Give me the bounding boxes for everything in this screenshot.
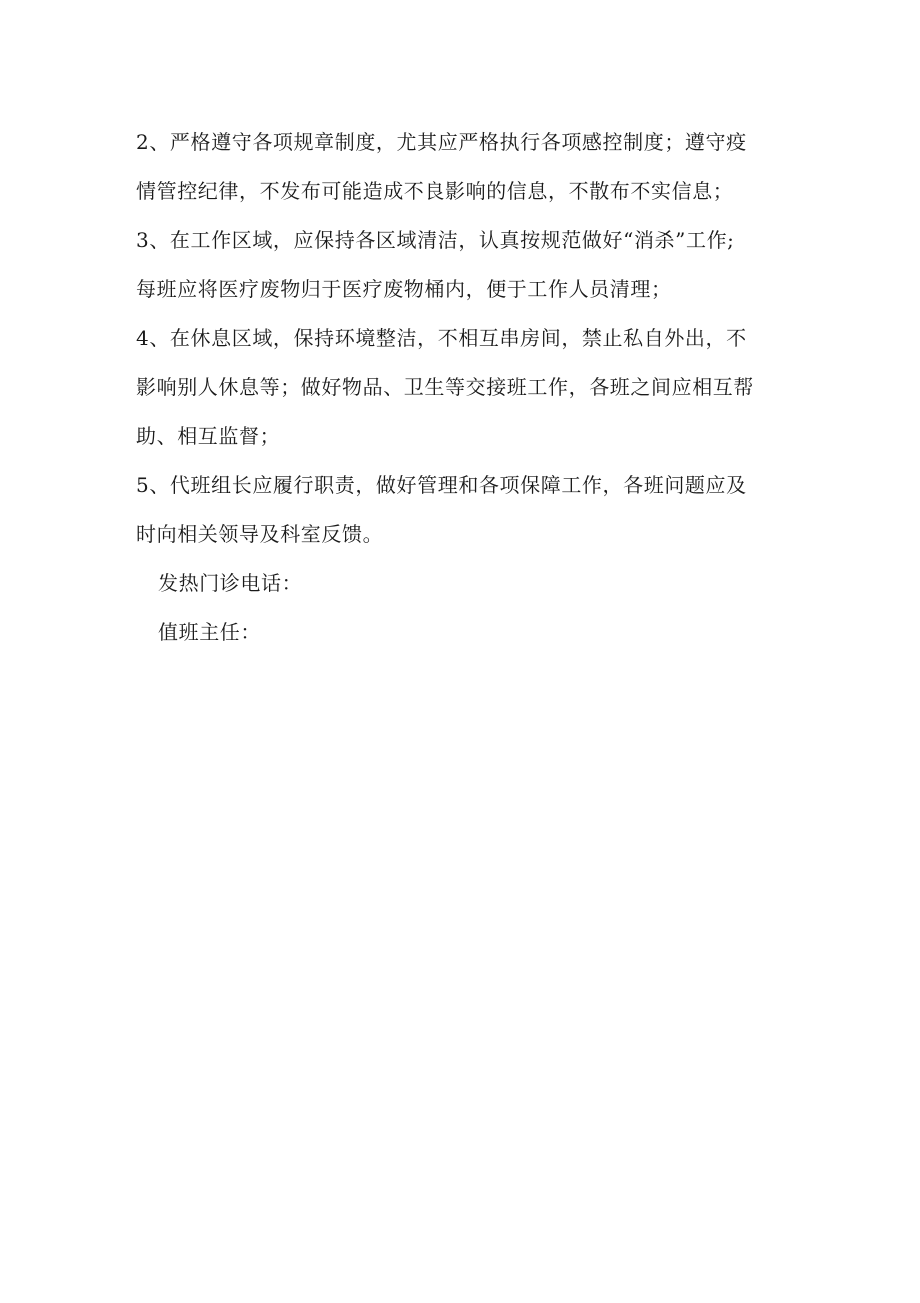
text-line: 5、代班组长应履行职责，做好管理和各项保障工作，各班问题应及: [136, 473, 747, 497]
text-line: 3、在工作区域，应保持各区域清洁，认真按规范做好“消杀”工作;: [136, 228, 735, 252]
document-body: [136, 118, 754, 657]
text-line: 时向相关领导及科室反馈。: [136, 522, 384, 546]
text-line: 助、相互监督；: [136, 424, 281, 448]
fever-clinic-phone-label: 发热门诊电话：: [158, 571, 303, 595]
text-line: 每班应将医疗废物归于医疗废物桶内，便于工作人员清理；: [136, 277, 672, 301]
duty-director-label: 值班主任：: [158, 620, 261, 644]
text-line: 4、在休息区域，保持环境整洁，不相互串房间，禁止私自外出，不: [136, 326, 747, 350]
text-line: 2、严格遵守各项规章制度，尤其应严格执行各项感控制度；遵守疫: [136, 130, 747, 154]
text-line: 影响别人休息等；做好物品、卫生等交接班工作，各班之间应相互帮: [136, 375, 754, 399]
text-line: 情管控纪律，不发布可能造成不良影响的信息，不散布不实信息；: [136, 179, 734, 203]
